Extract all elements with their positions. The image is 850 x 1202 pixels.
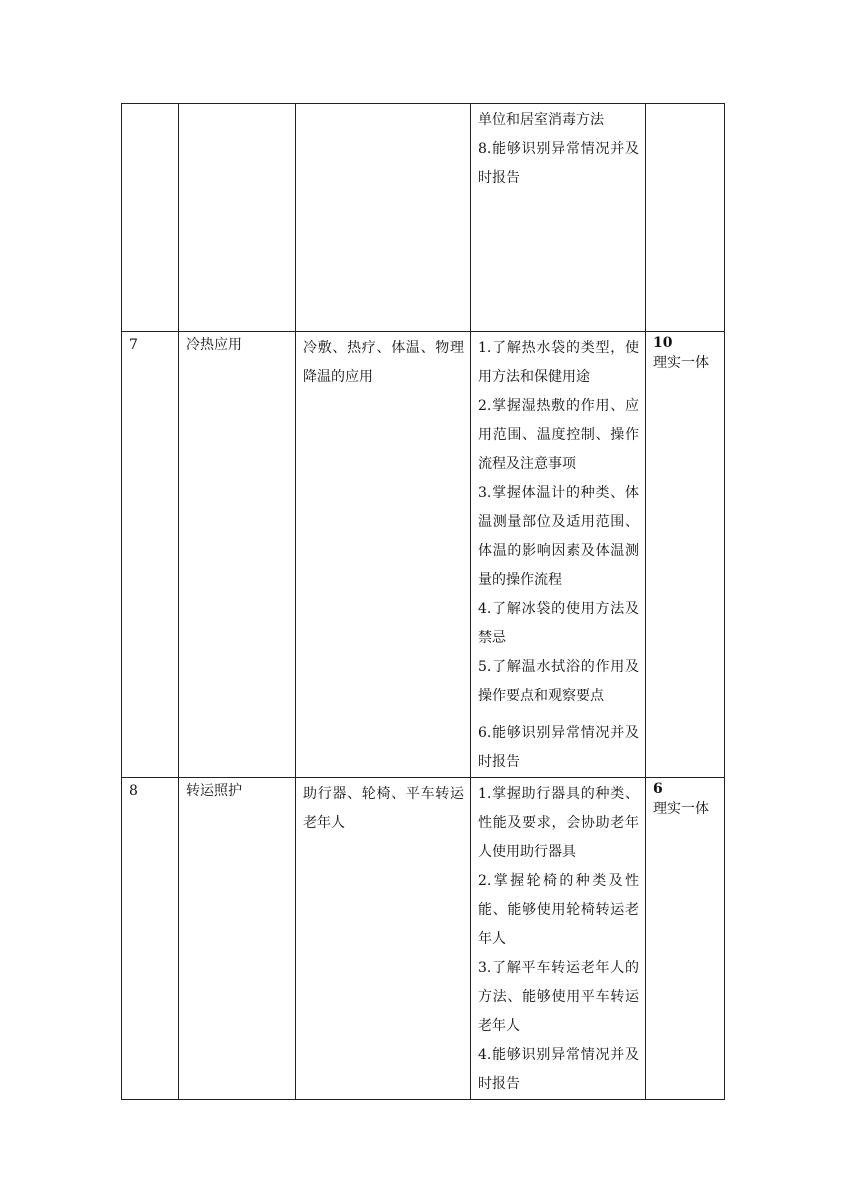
table-row (122, 778, 725, 1100)
objective-item: 单位和居室消毒方法 (478, 112, 604, 128)
teaching-mode: 理实一体 (653, 355, 709, 371)
cell-topic: 助行器、轮椅、平车转运老年人 (296, 778, 471, 1100)
table-row (122, 332, 725, 778)
cell-id: 8 (122, 778, 179, 1100)
hours-value: 6 (653, 781, 663, 797)
cell-topic (296, 104, 471, 332)
objective-item: 2.掌握轮椅的种类及性能、能够使用轮椅转运老年人 (478, 873, 639, 947)
objective-item: 5.了解温水拭浴的作用及操作要点和观察要点 (478, 659, 639, 704)
cell-name: 冷热应用 (179, 332, 296, 778)
cell-id: 7 (122, 332, 179, 778)
cell-objectives (471, 778, 646, 1100)
cell-hours (646, 778, 725, 1100)
cell-name (179, 104, 296, 332)
curriculum-table (121, 103, 725, 1100)
cell-topic: 冷敷、热疗、体温、物理降温的应用 (296, 332, 471, 778)
objective-item: 6.能够识别异常情况并及时报告 (478, 725, 639, 770)
objective-item: 1.掌握助行器具的种类、性能及要求，会协助老年人使用助行器具 (478, 786, 639, 860)
cell-id (122, 104, 179, 332)
objective-item: 2.掌握湿热敷的作用、应用范围、温度控制、操作流程及注意事项 (478, 398, 639, 472)
table-row (122, 104, 725, 332)
objective-item: 3.掌握体温计的种类、体温测量部位及适用范围、体温的影响因素及体温测量的操作流程 (478, 485, 639, 588)
cell-objectives (471, 332, 646, 778)
cell-hours (646, 332, 725, 778)
hours-value: 10 (653, 335, 673, 351)
objective-item: 1.了解热水袋的类型，使用方法和保健用途 (478, 340, 639, 385)
objective-item: 4.了解冰袋的使用方法及禁忌 (478, 601, 639, 646)
cell-hours (646, 104, 725, 332)
objective-item: 4.能够识别异常情况并及时报告 (478, 1047, 639, 1092)
cell-objectives (471, 104, 646, 332)
teaching-mode: 理实一体 (653, 801, 709, 817)
cell-name: 转运照护 (179, 778, 296, 1100)
objective-item: 8.能够识别异常情况并及时报告 (478, 141, 639, 186)
objective-item: 3.了解平车转运老年人的方法、能够使用平车转运老年人 (478, 960, 639, 1034)
